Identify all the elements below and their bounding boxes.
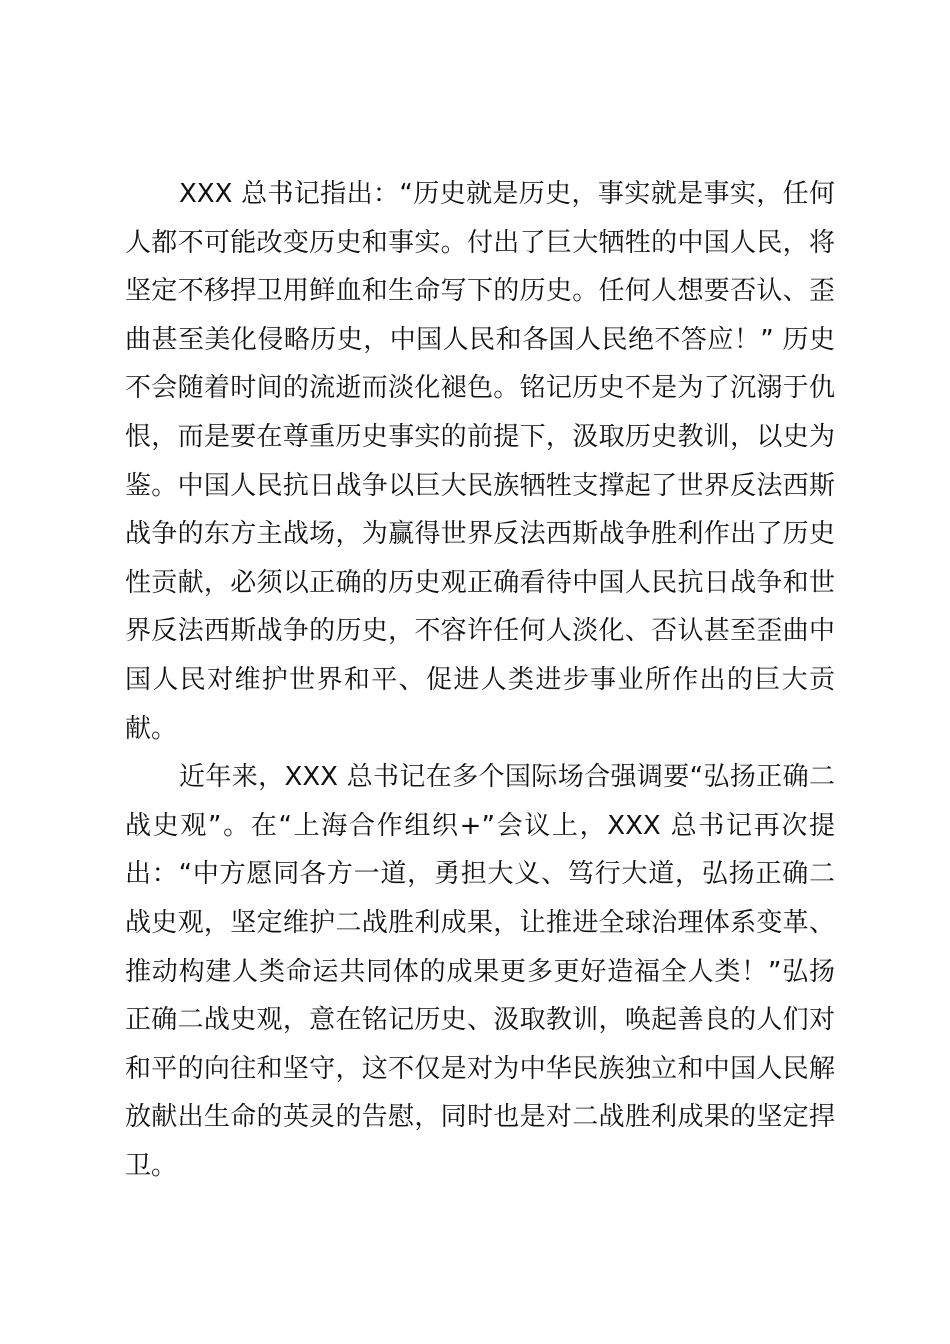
paragraph-line: 界反法西斯战争的历史，不容许任何人淡化、否认甚至歪曲中 — [125, 616, 835, 647]
paragraph-line: 国人民对维护世界和平、促进人类进步事业所作出的巨大贡 — [125, 664, 835, 695]
paragraph-line: 人都不可能改变历史和事实。付出了巨大牺牲的中国人民，将 — [125, 227, 835, 258]
paragraph-line: 献。 — [125, 713, 178, 744]
paragraph-line: 出：“中方愿同各方一道，勇担大义、笃行大道，弘扬正确二 — [125, 859, 835, 890]
paragraph-line: XXX 总书记指出：“历史就是历史，事实就是事实，任何 — [179, 179, 835, 209]
paragraph-line: 战史观，坚定维护二战胜利成果，让推进全球治理体系变革、 — [125, 907, 835, 938]
paragraph-line: 曲甚至美化侵略历史，中国人民和各国人民绝不答应！” 历史 — [125, 324, 835, 355]
paragraph-line: 放献出生命的英灵的告慰，同时也是对二战胜利成果的坚定捍 — [125, 1102, 835, 1133]
paragraph-line: 战史观”。在“上海合作组织+”会议上，XXX 总书记再次提 — [125, 810, 835, 841]
paragraph-line: 和平的向往和坚守，这不仅是对为中华民族独立和中国人民解 — [125, 1053, 835, 1084]
paragraph-line: 战争的东方主战场，为赢得世界反法西斯战争胜利作出了历史 — [125, 519, 835, 550]
paragraph-line: 正确二战史观，意在铭记历史、汲取教训，唤起善良的人们对 — [125, 1005, 835, 1036]
paragraph-line: 恨，而是要在尊重历史事实的前提下，汲取历史教训，以史为 — [125, 421, 835, 452]
paragraph-line: 近年来，XXX 总书记在多个国际场合强调要“弘扬正确二 — [179, 762, 835, 793]
paragraph-line: 性贡献，必须以正确的历史观正确看待中国人民抗日战争和世 — [125, 567, 835, 598]
paragraph-line: 推动构建人类命运共同体的成果更多更好造福全人类！”弘扬 — [125, 956, 835, 987]
paragraph-line: 卫。 — [125, 1150, 178, 1181]
document-body — [125, 170, 835, 1190]
paragraph-line: 不会随着时间的流逝而淡化褪色。铭记历史不是为了沉溺于仇 — [125, 373, 835, 404]
paragraph-line: 坚定不移捍卫用鲜血和生命写下的历史。任何人想要否认、歪 — [125, 276, 835, 307]
paragraph-line: 鉴。中国人民抗日战争以巨大民族牺牲支撑起了世界反法西斯 — [125, 470, 835, 501]
paragraph-2 — [125, 753, 835, 1190]
paragraph-1 — [125, 170, 835, 753]
